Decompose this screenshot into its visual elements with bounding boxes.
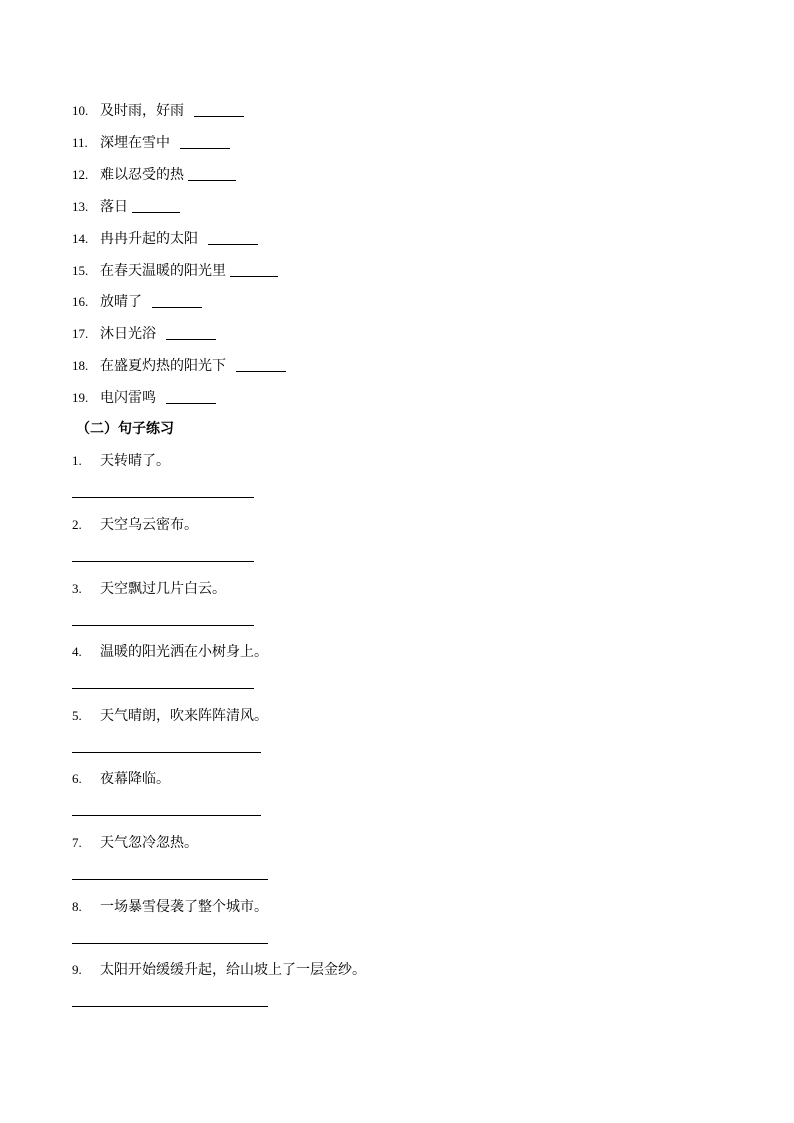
item-text: 沐日光浴	[100, 326, 156, 342]
answer-line[interactable]	[72, 625, 254, 626]
vocab-item-13	[72, 196, 180, 218]
item-text: 天气忽冷忽热。	[100, 835, 198, 851]
vocab-item-11	[72, 132, 230, 154]
item-text: 落日	[100, 199, 128, 215]
item-number: 5.	[72, 708, 82, 723]
item-text: 在春天温暖的阳光里	[100, 263, 226, 279]
item-text: 电闪雷鸣	[100, 390, 156, 406]
item-number: 14.	[72, 231, 89, 246]
answer-blank[interactable]	[208, 244, 258, 245]
item-text: 温暖的阳光洒在小树身上。	[100, 644, 268, 660]
vocab-item-12	[72, 164, 236, 186]
sentence-item-5	[72, 705, 268, 727]
sentence-item-2	[72, 514, 198, 536]
sentence-item-6	[72, 768, 170, 790]
item-text: 深埋在雪中	[100, 135, 170, 151]
vocab-item-15	[72, 260, 278, 282]
item-number: 10.	[72, 103, 89, 118]
section-title: （二）句子练习	[76, 421, 174, 437]
answer-blank[interactable]	[132, 212, 180, 213]
sentence-item-9	[72, 959, 366, 981]
answer-line[interactable]	[72, 752, 261, 753]
item-number: 16.	[72, 294, 89, 309]
answer-blank[interactable]	[166, 403, 216, 404]
item-number: 4.	[72, 644, 82, 659]
vocab-item-16	[72, 291, 202, 313]
item-number: 7.	[72, 835, 82, 850]
answer-blank[interactable]	[166, 339, 216, 340]
answer-blank[interactable]	[230, 276, 278, 277]
item-number: 12.	[72, 167, 89, 182]
item-text: 放晴了	[100, 294, 142, 310]
item-number: 6.	[72, 771, 82, 786]
sentence-item-8	[72, 896, 268, 918]
answer-line[interactable]	[72, 879, 268, 880]
item-text: 冉冉升起的太阳	[100, 231, 198, 247]
item-text: 天气晴朗，吹来阵阵清风。	[100, 708, 268, 724]
item-text: 天转晴了。	[100, 453, 170, 469]
item-text: 太阳开始缓缓升起，给山坡上了一层金纱。	[100, 962, 366, 978]
item-number: 19.	[72, 390, 89, 405]
item-text: 天空飘过几片白云。	[100, 581, 226, 597]
item-text: 一场暴雪侵袭了整个城市。	[100, 899, 268, 915]
sentence-item-1	[72, 450, 170, 472]
item-number: 18.	[72, 358, 89, 373]
sentence-item-3	[72, 578, 226, 600]
item-number: 17.	[72, 326, 89, 341]
answer-line[interactable]	[72, 497, 254, 498]
item-text: 在盛夏灼热的阳光下	[100, 358, 226, 374]
item-number: 13.	[72, 199, 89, 214]
item-number: 3.	[72, 581, 82, 596]
vocab-item-18	[72, 355, 286, 377]
vocab-item-14	[72, 228, 258, 250]
item-text: 难以忍受的热	[100, 167, 184, 183]
answer-line[interactable]	[72, 688, 254, 689]
answer-blank[interactable]	[236, 371, 286, 372]
item-number: 1.	[72, 453, 82, 468]
answer-line[interactable]	[72, 943, 268, 944]
vocab-item-10	[72, 100, 244, 122]
answer-blank[interactable]	[194, 116, 244, 117]
answer-blank[interactable]	[152, 307, 202, 308]
vocab-item-17	[72, 323, 216, 345]
item-number: 11.	[72, 135, 88, 150]
sentence-item-7	[72, 832, 198, 854]
item-number: 15.	[72, 263, 89, 278]
answer-blank[interactable]	[188, 180, 236, 181]
answer-blank[interactable]	[180, 148, 230, 149]
item-text: 夜幕降临。	[100, 771, 170, 787]
answer-line[interactable]	[72, 1006, 268, 1007]
answer-line[interactable]	[72, 561, 254, 562]
answer-line[interactable]	[72, 815, 261, 816]
item-text: 天空乌云密布。	[100, 517, 198, 533]
item-text: 及时雨，好雨	[100, 103, 184, 119]
item-number: 9.	[72, 962, 82, 977]
item-number: 8.	[72, 899, 82, 914]
vocab-item-19	[72, 387, 216, 409]
item-number: 2.	[72, 517, 82, 532]
sentence-item-4	[72, 641, 268, 663]
